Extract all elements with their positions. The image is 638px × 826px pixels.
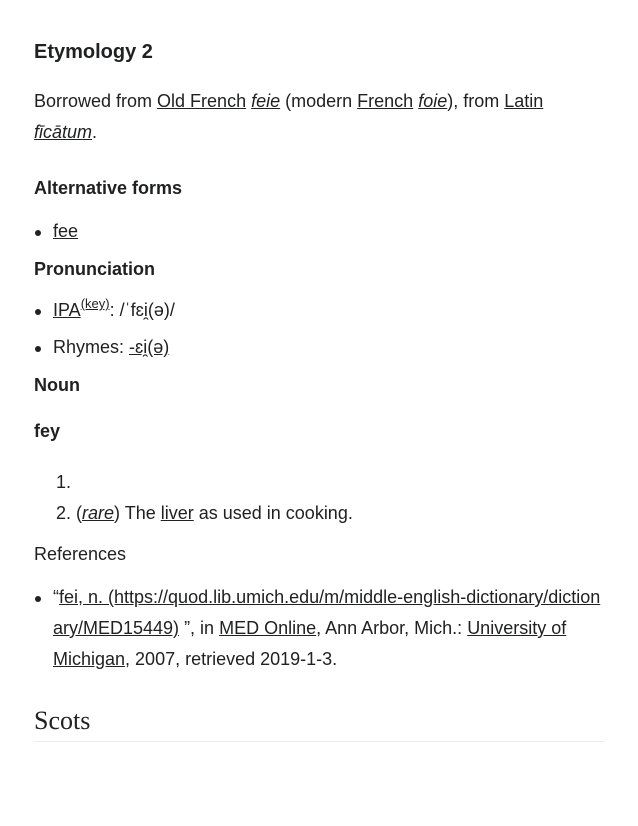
latin-link[interactable]: Latin — [504, 91, 544, 111]
etymology-text-part: ), from — [447, 91, 505, 111]
quote-open: “ — [53, 587, 59, 607]
fee-link[interactable]: fee — [53, 221, 79, 241]
etymology-text-part: (modern — [280, 91, 358, 111]
pronunciation-list — [34, 295, 604, 369]
rhymes-label: Rhymes: — [53, 337, 130, 357]
old-french-link[interactable]: Old French — [157, 91, 247, 111]
reference-text-part: ”, in — [179, 618, 220, 638]
headword: fey — [34, 421, 61, 441]
ipa-key-link[interactable]: (key) — [80, 296, 110, 311]
etymology-text-part: Borrowed from — [34, 91, 158, 111]
sense-text-part: ) The — [114, 503, 161, 523]
noun-heading: Noun — [34, 375, 80, 395]
sense-text-part: ( — [71, 503, 83, 523]
references-list — [34, 582, 604, 675]
pronunciation-heading: Pronunciation — [34, 259, 155, 279]
rhymes-item — [34, 332, 604, 363]
rhymes-link[interactable]: -ɛi̯(ə) — [129, 337, 170, 357]
etymology-heading: Etymology 2 — [34, 41, 153, 63]
university-link[interactable]: University of Michigan — [53, 618, 567, 669]
rare-link[interactable]: rare — [82, 503, 115, 523]
ipa-item — [34, 295, 604, 326]
med-online-link[interactable]: MED Online — [219, 618, 317, 638]
french-link[interactable]: French — [357, 91, 414, 111]
alternative-forms-heading: Alternative forms — [34, 178, 183, 198]
references-heading: References — [34, 544, 127, 564]
reference-text-part: , Ann Arbor, Mich.: — [316, 618, 468, 638]
sense-number: 1. — [56, 472, 72, 492]
scots-heading: Scots — [34, 703, 604, 742]
reference-item — [34, 582, 604, 675]
sense-number: 2. — [56, 503, 72, 523]
etymology-text-part: . — [92, 122, 98, 142]
reference-text-part: , 2007, retrieved 2019-1-3. — [125, 649, 338, 669]
list-item — [34, 216, 604, 247]
feie-link[interactable]: feie — [251, 91, 281, 111]
senses-list — [34, 467, 604, 529]
sense-2 — [34, 498, 604, 529]
med-entry-link[interactable]: fei, n. (https://quod.lib.umich.edu/m/middle-english-dictionary/dictionary/MED15449) — [53, 587, 601, 638]
liver-link[interactable]: liver — [160, 503, 194, 523]
foie-link[interactable]: foie — [418, 91, 448, 111]
alternative-forms-list — [34, 216, 604, 247]
ficatum-link[interactable]: fīcātum — [34, 122, 93, 142]
etymology-text — [34, 86, 604, 148]
ipa-value: : /ˈfɛi̯(ə)/ — [109, 300, 175, 320]
ipa-link[interactable]: IPA — [53, 300, 81, 320]
sense-1 — [34, 467, 604, 498]
sense-text-part: as used in cooking. — [193, 503, 353, 523]
